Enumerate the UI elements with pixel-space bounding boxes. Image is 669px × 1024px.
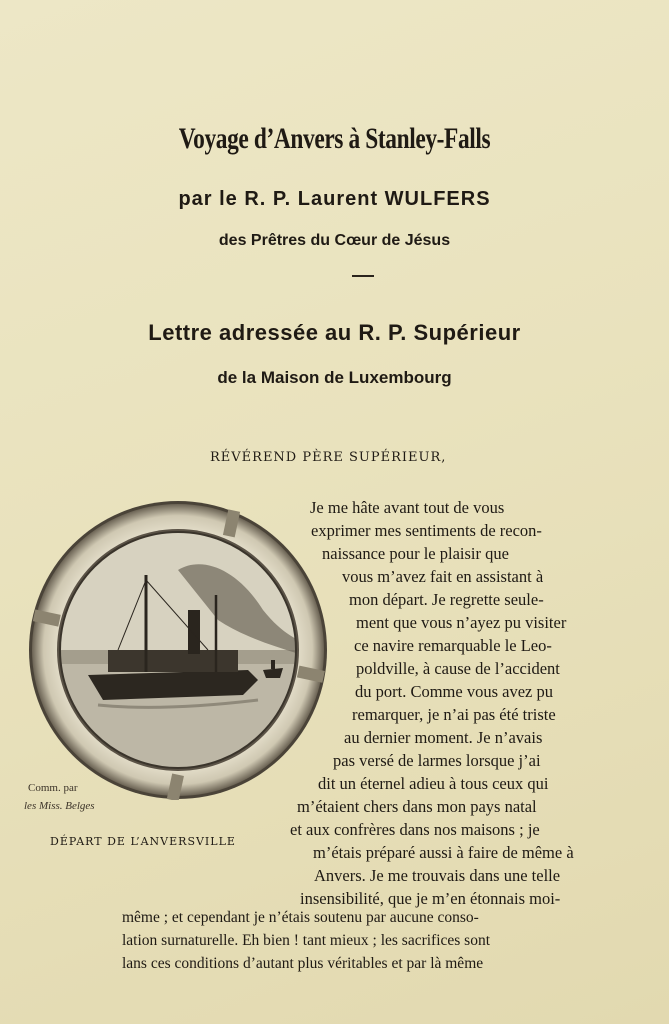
body-line: ment que vous n’ayez pu visiter [356, 613, 567, 632]
body-line: m’étais préparé aussi à faire de même à [313, 843, 574, 862]
author-line: par le R. P. Laurent WULFERS [178, 188, 491, 210]
article-title: Voyage d’Anvers à Stanley-Falls [178, 122, 491, 155]
illustration-credit-line2: les Miss. Belges [24, 800, 95, 812]
letter-subtitle: de la Maison de Luxembourg [217, 368, 452, 387]
body-line: lation surnaturelle. Eh bien ! tant mieux ; les sacrifices sont [122, 932, 491, 949]
separator-dash [352, 275, 374, 277]
body-line: naissance pour le plaisir que [322, 544, 509, 563]
body-line: poldville, à cause de l’accident [356, 659, 560, 678]
salutation: RÉVÉREND PÈRE SUPÉRIEUR, [210, 450, 447, 465]
body-line: Anvers. Je me trouvais dans une telle [314, 866, 561, 885]
body-line: mon départ. Je regrette seule- [349, 590, 544, 609]
body-line: vous m’avez fait en assistant à [342, 567, 544, 586]
body-line: m’étaient chers dans mon pays natal [297, 797, 537, 816]
body-line: même ; et cependant je n’étais soutenu par aucune conso- [122, 909, 479, 926]
body-line: lans ces conditions d’autant plus véritables et par là même [122, 955, 484, 972]
body-line: du port. Comme vous avez pu [355, 682, 553, 701]
letter-title: Lettre adressée au R. P. Supérieur [148, 320, 521, 345]
affiliation-line: des Prêtres du Cœur de Jésus [218, 232, 451, 249]
body-line: insensibilité, que je m’en étonnais moi- [300, 889, 561, 908]
body-line: ce navire remarquable le Leo- [354, 636, 552, 655]
body-line: et aux confrères dans nos maisons ; je [290, 820, 540, 839]
ship-illustration [28, 500, 328, 800]
body-line: remarquer, je n’ai pas été triste [352, 705, 556, 724]
body-line: au dernier moment. Je n’avais [344, 728, 543, 747]
illustration-caption: DÉPART DE L’ANVERSVILLE [50, 835, 236, 848]
illustration-credit-line1: Comm. par [28, 782, 78, 794]
body-line: exprimer mes sentiments de recon- [311, 521, 542, 540]
body-line: Je me hâte avant tout de vous [310, 498, 505, 517]
body-line: dit un éternel adieu à tous ceux qui [318, 774, 549, 793]
body-line: pas versé de larmes lorsque j’ai [333, 751, 541, 770]
